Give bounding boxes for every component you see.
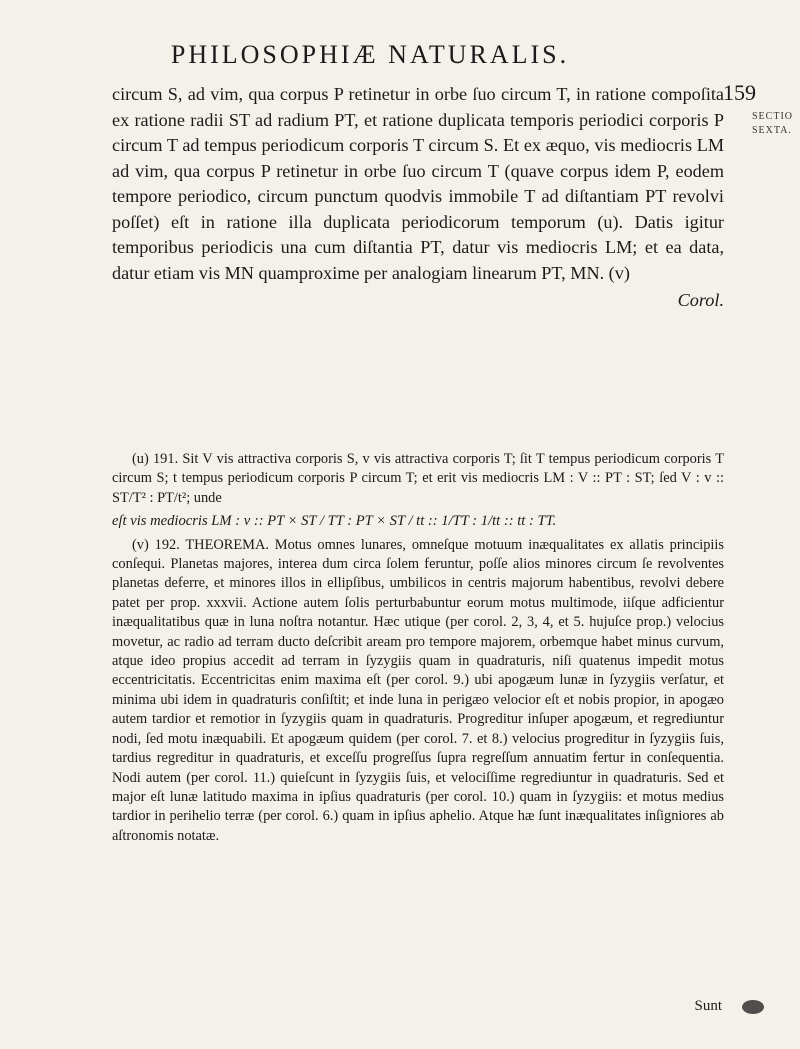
margin-note: SECTIO SEXTA. (752, 111, 793, 136)
footnotes (112, 450, 724, 846)
catchword: Sunt (694, 998, 722, 1014)
main-paragraph (112, 82, 724, 314)
note-v: (v) 192. THEOREMA. Motus omnes lunares, omneſque motuum inæqualitates ex allatis principiis conſequi. Planetas majores, interea dum circa ſolem feruntur, poſſe alios minores circum ſe revolventes planetas deferre, et minores illos in ellipſibus, umbilicos in centris majorum habentibus, revolvi debere patet per prop. xxxvii. Actione autem ſolis perturbabuntur eorum motus multimode, iiſque adficientur inæqualitatibus quæ in luna noſtra notantur. Hæc utique (per corol. 2, 3, 4, et 5. hujuſce prop.) velocius movetur, ac radio ad terram ducto deſcribit aream pro tempore majorem, orbemque habet minus curvum, atque ideo propius accedit ad terram in ſyzygiis quam in quadraturis, niſi quatenus impedit motus eccentricitatis. Eccentricitas enim maxima eſt (per corol. 9.) ubi apogæum lunæ in ſyzygiis verſatur, et minima ubi idem in quadraturis conſiſtit; et inde luna in perigæo velocior eſt et nobis propior, in apogæo autem tardior et remotior in ſyzygiis quam in quadraturis. Progreditur inſuper apogæum, et regrediuntur nodi, ſed motu inæquabili. Et apogæum quidem (per corol. 7. et 8.) velocius progreditur in ſyzygiis ſuis, tardius regreditur in quadraturis, et exceſſu progreſſus ſupra regreſſum annuatim fertur in conſequentia. Nodi autem (per corol. 11.) quieſcunt in ſyzygiis ſuis, et velociſſime regrediuntur in quadraturis. Sed et major eſt lunæ latitudo maxima in ipſius quadraturis (per corol. 10.) quam in ſyzygiis: et motus medius tardior in perihelio terræ (per corol. 6.) quam in ipſius aphelio. Atque hæ ſunt inæqualitates inſigniores ab aſtronomis notatæ. (112, 536, 724, 844)
corollary-heading: Corol. (677, 290, 724, 310)
ink-speck (742, 1000, 764, 1014)
page-number: 159 (723, 80, 756, 105)
note-u: (u) 191. Sit V vis attractiva corporis S, v vis attractiva corporis T; ſit T tempus periodicum corporis T circum S; t tempus periodicum corporis P circum T; et erit vis mediocris LM : V :: PT : ST; ſed V : v :: ST/T² : PT/t²; unde (112, 451, 724, 506)
running-head: PHILOSOPHIÆ NATURALIS. (170, 40, 570, 69)
main-text: circum S, ad vim, qua corpus P retinetur in orbe ſuo circum T, in ratione compoſita ex ratione radii ST ad radium PT, et ratione duplicata temporis periodici corporis P circum T ad tempus periodicum corporis T circum S. Et ex æquo, vis mediocris LM ad vim, qua corpus P retinetur in orbe ſuo circum T (quave corpus idem P, eodem tempore periodico, circum punctum quodvis immobile T ad diſtantiam PT revolvi poſſet) eſt in ratione illa duplicata periodicorum temporum (u). Datis igitur temporibus periodicis una cum diſtantia PT, datur vis mediocris LM; et ea data, datur etiam vis MN quamproxime per analogiam linearum PT, MN. (v) (112, 84, 724, 283)
note-u-formula: eſt vis mediocris LM : v :: PT × ST / TT : PT × ST / tt :: 1/TT : 1/tt :: tt : TT. (112, 513, 557, 530)
